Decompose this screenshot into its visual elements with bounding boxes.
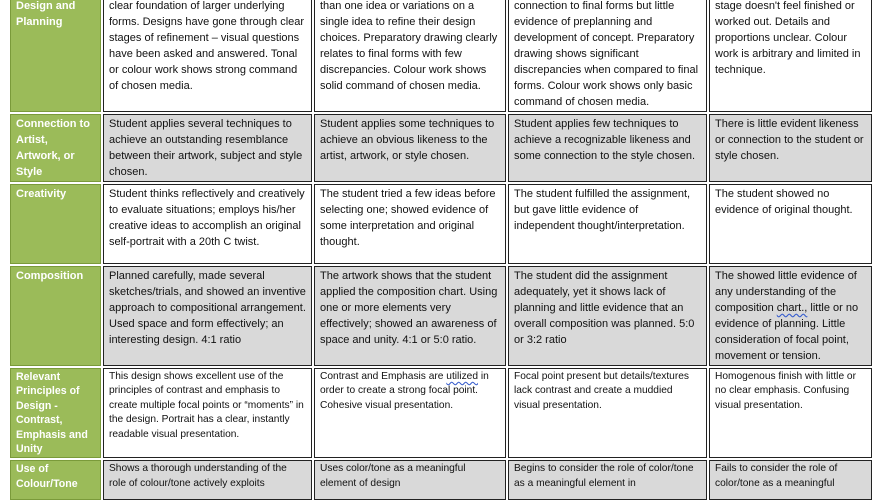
- rubric-row-connection: [10, 114, 872, 182]
- level-1-cell: Shows a thorough understanding of the role of colour/tone actively exploits: [103, 460, 312, 500]
- level-3-cell: The student did the assignment adequately, yet it shows lack of planning and little evidence that an overall composition was planned. 5:0 or 3:2 ratio: [508, 266, 707, 366]
- criterion-cell: Relevant Principles of Design - Contrast, Emphasis and Unity: [10, 368, 101, 458]
- criterion-cell: Design and Planning: [10, 0, 101, 112]
- rubric-row-design-planning: [10, 0, 872, 112]
- level-4-cell: Fails to consider the role of color/tone as a meaningful: [709, 460, 872, 500]
- level-1-cell: Planned carefully, made several sketches/trials, and showed an inventive approach to compositional arrangement. Used space and form effectively; an interesting design. 4:1 ratio: [103, 266, 312, 366]
- level-4-cell: The student showed no evidence of original thought.: [709, 184, 872, 264]
- level-2-cell: than one idea or variations on a single idea to refine their design choices. Preparatory drawing clearly relates to final forms with few discrepancies. Colour work shows solid command of chosen media.: [314, 0, 506, 112]
- level-4-cell: Homogenous finish with little or no clear emphasis. Confusing visual presentation.: [709, 368, 872, 458]
- rubric-row-creativity: [10, 184, 872, 264]
- level-3-cell: Student applies few techniques to achieve a recognizable likeness and some connection to the style chosen.: [508, 114, 707, 182]
- rubric-row-composition: [10, 266, 872, 366]
- level-1-cell: clear foundation of larger underlying forms. Designs have gone through clear stages of refinement – visual questions have been asked and answered. Tonal or colour work shows strong command of chosen media.: [103, 0, 312, 112]
- level-4-cell: There is little evident likeness or connection to the student or style chosen.: [709, 114, 872, 182]
- rubric-row-colour-tone: [10, 460, 872, 500]
- level-1-cell: This design shows excellent use of the principles of contrast and emphasis to create multiple focal points or “moments” in the design. Portrait has a clear, instantly readable visual presentation.: [103, 368, 312, 458]
- spellcheck-underline: utilized: [446, 371, 478, 382]
- criterion-cell: Composition: [10, 266, 101, 366]
- rubric-table: [8, 0, 874, 502]
- level-3-cell: The student fulfilled the assignment, but gave little evidence of independent thought/interpretation.: [508, 184, 707, 264]
- criterion-cell: Use of Colour/Tone: [10, 460, 101, 500]
- level-3-cell: connection to final forms but little evidence of preplanning and development of concept. Preparatory drawing shows significant discrepancies when compared to final forms. Colour work shows only basic command of chosen media.: [508, 0, 707, 112]
- criterion-cell: Connection to Artist, Artwork, or Style: [10, 114, 101, 182]
- level-4-cell: stage doesn't feel finished or worked out. Details and proportions unclear. Colour work is arbitrary and limited in technique.: [709, 0, 872, 112]
- level-3-cell: Begins to consider the role of color/tone as a meaningful element in: [508, 460, 707, 500]
- level-2-cell: Uses color/tone as a meaningful element of design: [314, 460, 506, 500]
- level-4-cell: The showed little evidence of any understanding of the composition chart., little or no evidence of planning. Little consideration of focal point, movement or tension.: [709, 266, 872, 366]
- level-3-cell: Focal point present but details/textures lack contrast and create a muddied visual presentation.: [508, 368, 707, 458]
- criterion-cell: Creativity: [10, 184, 101, 264]
- level-2-cell: Contrast and Emphasis are utilized in order to create a strong focal point. Cohesive visual presentation.: [314, 368, 506, 458]
- spellcheck-underline: chart.,: [776, 302, 808, 314]
- level-2-cell: Student applies some techniques to achieve an obvious likeness to the artist, artwork, or style chosen.: [314, 114, 506, 182]
- rubric-row-principles: [10, 368, 872, 458]
- level-1-cell: Student thinks reflectively and creatively to evaluate situations; employs his/her creative ideas to accomplish an original self-portrait with a 20th C twist.: [103, 184, 312, 264]
- level-1-cell: Student applies several techniques to achieve an outstanding resemblance between their artwork, subject and style chosen.: [103, 114, 312, 182]
- level-2-cell: The student tried a few ideas before selecting one; showed evidence of some interpretation and original thought.: [314, 184, 506, 264]
- level-2-cell: The artwork shows that the student applied the composition chart. Using one or more elements very effectively; showed an awareness of space and unity. 4:1 or 5:0 ratio.: [314, 266, 506, 366]
